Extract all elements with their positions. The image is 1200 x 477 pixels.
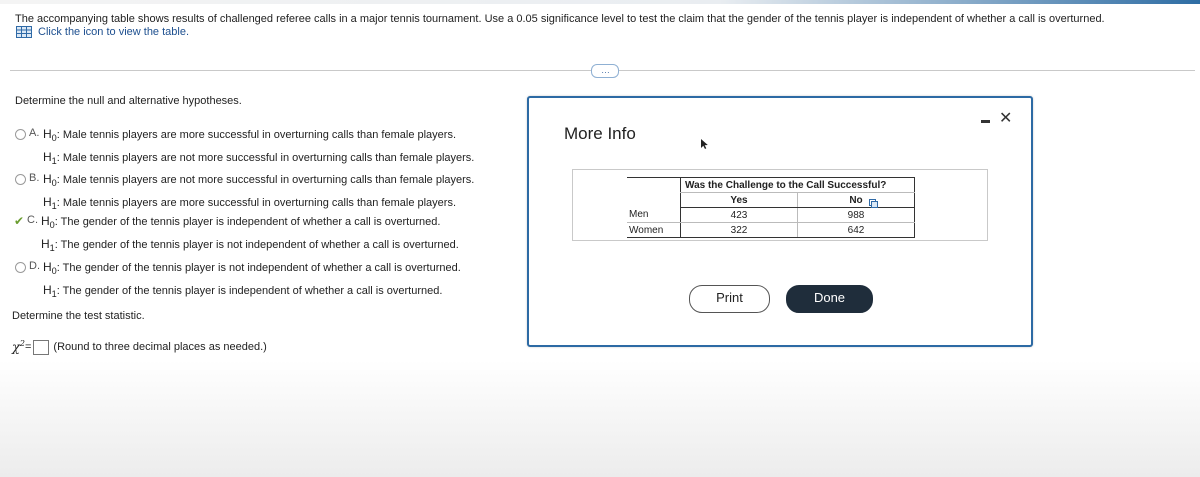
table-group-header: Was the Challenge to the Call Successful?: [681, 178, 915, 193]
option-c[interactable]: [14, 214, 459, 253]
checkmark-icon: ✔: [14, 214, 25, 228]
data-table-frame: [572, 169, 988, 241]
expand-ellipsis-button[interactable]: …: [591, 64, 619, 78]
option-b-letter: B.: [29, 172, 40, 184]
minimize-icon[interactable]: [980, 114, 992, 126]
option-b-radio[interactable]: [15, 174, 26, 185]
copy-table-icon[interactable]: [869, 199, 878, 208]
background-fade: [0, 360, 1200, 477]
option-a-radio[interactable]: [15, 129, 26, 140]
table-corner-cell: [627, 178, 681, 193]
mouse-pointer-icon: [699, 138, 709, 150]
option-a[interactable]: [15, 127, 474, 166]
option-b[interactable]: [15, 172, 474, 211]
option-a-h0: $H_0$: Male tennis players are more successful in overturning calls than female players.: [43, 127, 457, 144]
chi-square-symbol: $\chi^2$: [12, 339, 25, 356]
cell-women-no: 642: [798, 223, 915, 238]
view-table-link-label[interactable]: Click the icon to view the table.: [38, 26, 190, 38]
option-d-h1: $H_1$: The gender of the tennis player is independent of whether a call is overturned.: [43, 283, 443, 300]
rounding-hint: (Round to three decimal places as needed.): [53, 341, 267, 354]
question-text: The accompanying table shows results of challenged referee calls in a major tennis tournament. Use a 0.05 significance level to test the claim that the gender of the tennis player is independent of whether a call is overturned.: [15, 13, 1105, 25]
print-button[interactable]: Print: [689, 285, 770, 313]
column-header-yes: Yes: [681, 193, 798, 208]
column-header-no: No: [798, 193, 915, 208]
table-row: [627, 208, 915, 223]
hypotheses-prompt: Determine the null and alternative hypotheses.: [15, 95, 242, 107]
dialog-title: More Info: [564, 124, 636, 143]
table-row: [627, 223, 915, 238]
close-icon[interactable]: ✕: [999, 110, 1013, 127]
option-d-radio[interactable]: [15, 262, 26, 273]
option-b-h0: $H_0$: Male tennis players are not more successful in overturning calls than female players.: [43, 172, 475, 189]
row-label-women: Women: [627, 223, 681, 238]
row-label-men: Men: [627, 208, 681, 223]
chi-square-answer-input[interactable]: [33, 340, 49, 355]
view-table-link[interactable]: [16, 26, 189, 38]
option-b-h1: $H_1$: Male tennis players are more successful in overturning calls than female players.: [43, 195, 457, 212]
cell-men-yes: 423: [681, 208, 798, 223]
option-c-letter: C.: [27, 214, 38, 226]
option-a-h1: $H_1$: Male tennis players are not more successful in overturning calls than female players.: [43, 150, 475, 167]
equals-sign: =: [24, 341, 32, 354]
option-c-h1: $H_1$: The gender of the tennis player is not independent of whether a call is overturned.: [41, 237, 459, 254]
option-d-letter: D.: [29, 260, 40, 272]
more-info-dialog: [527, 96, 1033, 347]
table-empty-cell: [627, 193, 681, 208]
test-statistic-prompt: Determine the test statistic.: [12, 310, 145, 322]
cell-men-no: 988: [798, 208, 915, 223]
option-c-h0: $H_0$: The gender of the tennis player is independent of whether a call is overturned.: [41, 214, 441, 231]
option-a-letter: A.: [29, 127, 40, 139]
table-grid-icon[interactable]: [16, 26, 32, 38]
option-d-h0: $H_0$: The gender of the tennis player is not independent of whether a call is overturned.: [43, 260, 461, 277]
cell-women-yes: 322: [681, 223, 798, 238]
done-button[interactable]: Done: [786, 285, 873, 313]
option-d[interactable]: [15, 260, 461, 299]
test-statistic-answer-row: [12, 339, 267, 355]
